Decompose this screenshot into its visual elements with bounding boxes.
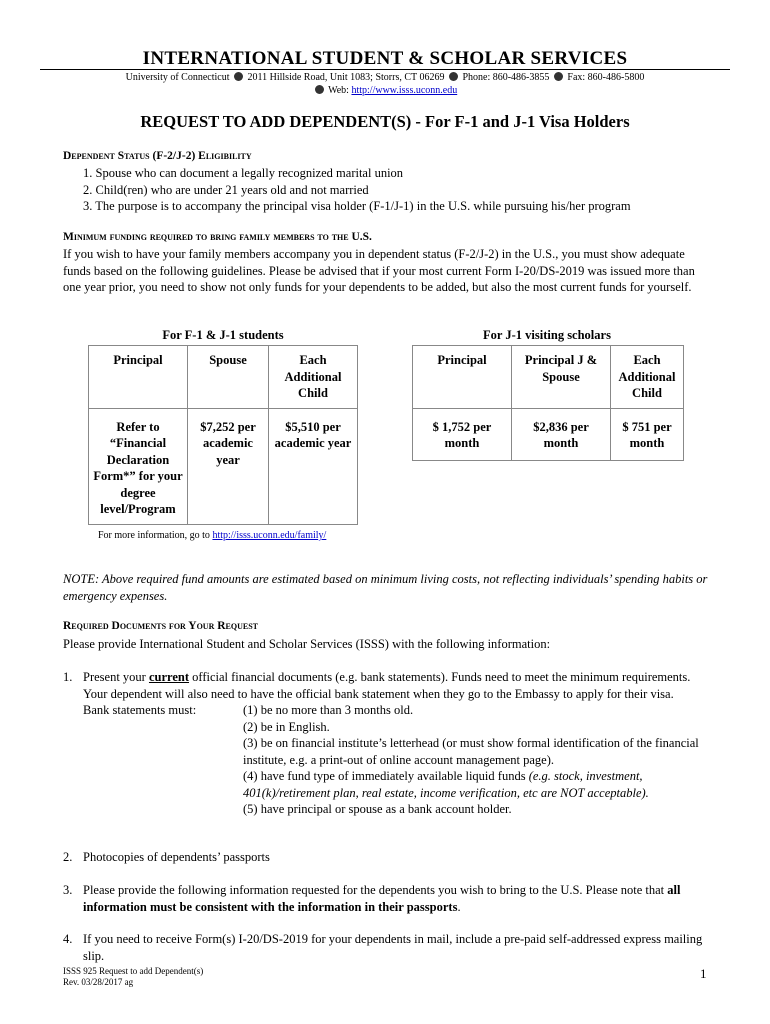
students-fund-table (88, 345, 358, 525)
office-title: INTERNATIONAL STUDENT & SCHOLAR SERVICES (142, 48, 628, 69)
list-item: 2. Child(ren) who are under 21 years old and not married (83, 182, 369, 197)
eligibility-heading: Dependent Status (F-2/J-2) Eligibility (63, 150, 252, 162)
list-item: 3. The purpose is to accompany the principal visa holder (F-1/J-1) in the U.S. while pursuing his/her program (83, 199, 631, 213)
table-header: Each Additional Child (269, 346, 358, 409)
phone: Phone: 860-486-3855 (462, 72, 550, 83)
table-header: Principal (413, 346, 512, 409)
students-table-caption: For F-1 & J-1 students (162, 328, 284, 342)
university-name: University of Connecticut (125, 72, 230, 83)
bank-rule: (2) be in English. (243, 719, 330, 734)
table-cell: Refer to “Financial Declaration Form*” for your degree level/Program (89, 408, 188, 524)
bullet-icon (554, 72, 563, 81)
required-item-3 (63, 882, 713, 915)
bullet-icon (234, 72, 243, 81)
table-row (413, 408, 684, 460)
more-info-text: For more information, go to (98, 530, 210, 541)
table-header: Principal (89, 346, 188, 409)
item3-bold: all information must be consistent with the information in their passports (83, 883, 681, 914)
table-cell: $7,252 per academic year (188, 408, 269, 524)
item2-text: Photocopies of dependents’ passports (83, 850, 270, 864)
table-header: Spouse (188, 346, 269, 409)
header-divider (40, 69, 730, 70)
table-header: Principal J & Spouse (512, 346, 611, 409)
item1-emphasis: current (148, 670, 190, 684)
footer (63, 966, 203, 988)
more-info (98, 530, 326, 541)
table-cell: $ 1,752 per month (413, 408, 512, 460)
bank-rule: (1) be no more than 3 months old. (243, 703, 414, 717)
revision: Rev. 03/28/2017 ag (63, 977, 134, 987)
bank-rule (243, 768, 713, 801)
bullet-icon (315, 85, 324, 94)
bank-statement-rules (83, 702, 713, 818)
required-item-1 (63, 669, 713, 818)
item-number: 1. (63, 670, 73, 684)
funding-paragraph: If you wish to have your family members accompany you in dependent status (F-2/J-2) in the U.S., you must show adequate funds based on the following guidelines. Please be advised that if your most current Form I-20/DS-2019 was issued more than one year prior, you need to show not only funds for your dependents to be added, but also the most current funds for yourself. (63, 247, 695, 294)
scholars-table-caption: For J-1 visiting scholars (483, 328, 611, 342)
bank-rule: (5) have principal or spouse as a bank account holder. (243, 802, 512, 816)
bullet-icon (449, 72, 458, 81)
item-number: 2. (63, 850, 73, 864)
required-heading: Required Documents for Your Request (63, 620, 258, 632)
address: 2011 Hillside Road, Unit 1083; Storrs, CT 06269 (247, 72, 445, 83)
page-number: 1 (700, 966, 707, 981)
item4-text: If you need to receive Form(s) I-20/DS-2019 for your dependents in mail, include a pre-paid self-addressed express mailing slip. (83, 932, 703, 963)
family-info-link[interactable]: http://isss.uconn.edu/family/ (212, 530, 327, 541)
item-number: 3. (63, 883, 73, 897)
eligibility-list (83, 165, 631, 215)
form-name: ISSS 925 Request to add Dependent(s) (63, 966, 204, 976)
note: NOTE: Above required fund amounts are estimated based on minimum living costs, not reflecting individuals’ spending habits or emergency expenses. (63, 572, 708, 603)
required-intro: Please provide International Student and Scholar Services (ISSS) with the following information: (63, 637, 551, 651)
scholars-fund-table (412, 345, 684, 461)
item3-pre: Please provide the following information requested for the dependents you wish to bring to the U.S. Please note that (83, 883, 665, 897)
item1-pre: Present your (83, 670, 146, 684)
table-row (413, 346, 684, 409)
table-row (89, 408, 358, 524)
bank-rule: (3) be on financial institute’s letterhead (or must show formal identification of the financial institute, e.g. a print-out of online account management page). (243, 736, 699, 767)
bank-rule-italic: (e.g. stock, investment, 401(k)/retirement plan, real estate, income verification, etc are NOT acceptable). (243, 769, 649, 800)
required-item-4 (63, 931, 713, 964)
item-number: 4. (63, 932, 73, 946)
bank-rule-text: (4) have fund type of immediately available liquid funds (243, 769, 526, 783)
contact-info (0, 71, 770, 97)
table-header: Each Additional Child (611, 346, 684, 409)
list-item: 1. Spouse who can document a legally recognized marital union (83, 166, 404, 180)
item3-post: . (457, 899, 461, 914)
funding-heading: Minimum funding required to bring family members to the U.S. (63, 231, 372, 243)
table-cell: $2,836 per month (512, 408, 611, 460)
item1-post: official financial documents (e.g. bank statements). Funds need to meet the minimum requirements. Your dependent will also need to have the official bank statement when they go to the Embassy to apply for their visa. (83, 670, 691, 701)
website-link[interactable]: http://www.isss.uconn.edu (351, 85, 458, 96)
table-cell: $5,510 per academic year (269, 408, 358, 524)
fax: Fax: 860-486-5800 (567, 72, 645, 83)
page-title: REQUEST TO ADD DEPENDENT(S) - For F-1 and J-1 Visa Holders (140, 112, 630, 131)
table-row (89, 346, 358, 409)
table-cell: $ 751 per month (611, 408, 684, 460)
bank-label: Bank statements must: (83, 703, 197, 717)
web-label: Web: (328, 85, 349, 96)
required-item-2 (63, 849, 713, 866)
